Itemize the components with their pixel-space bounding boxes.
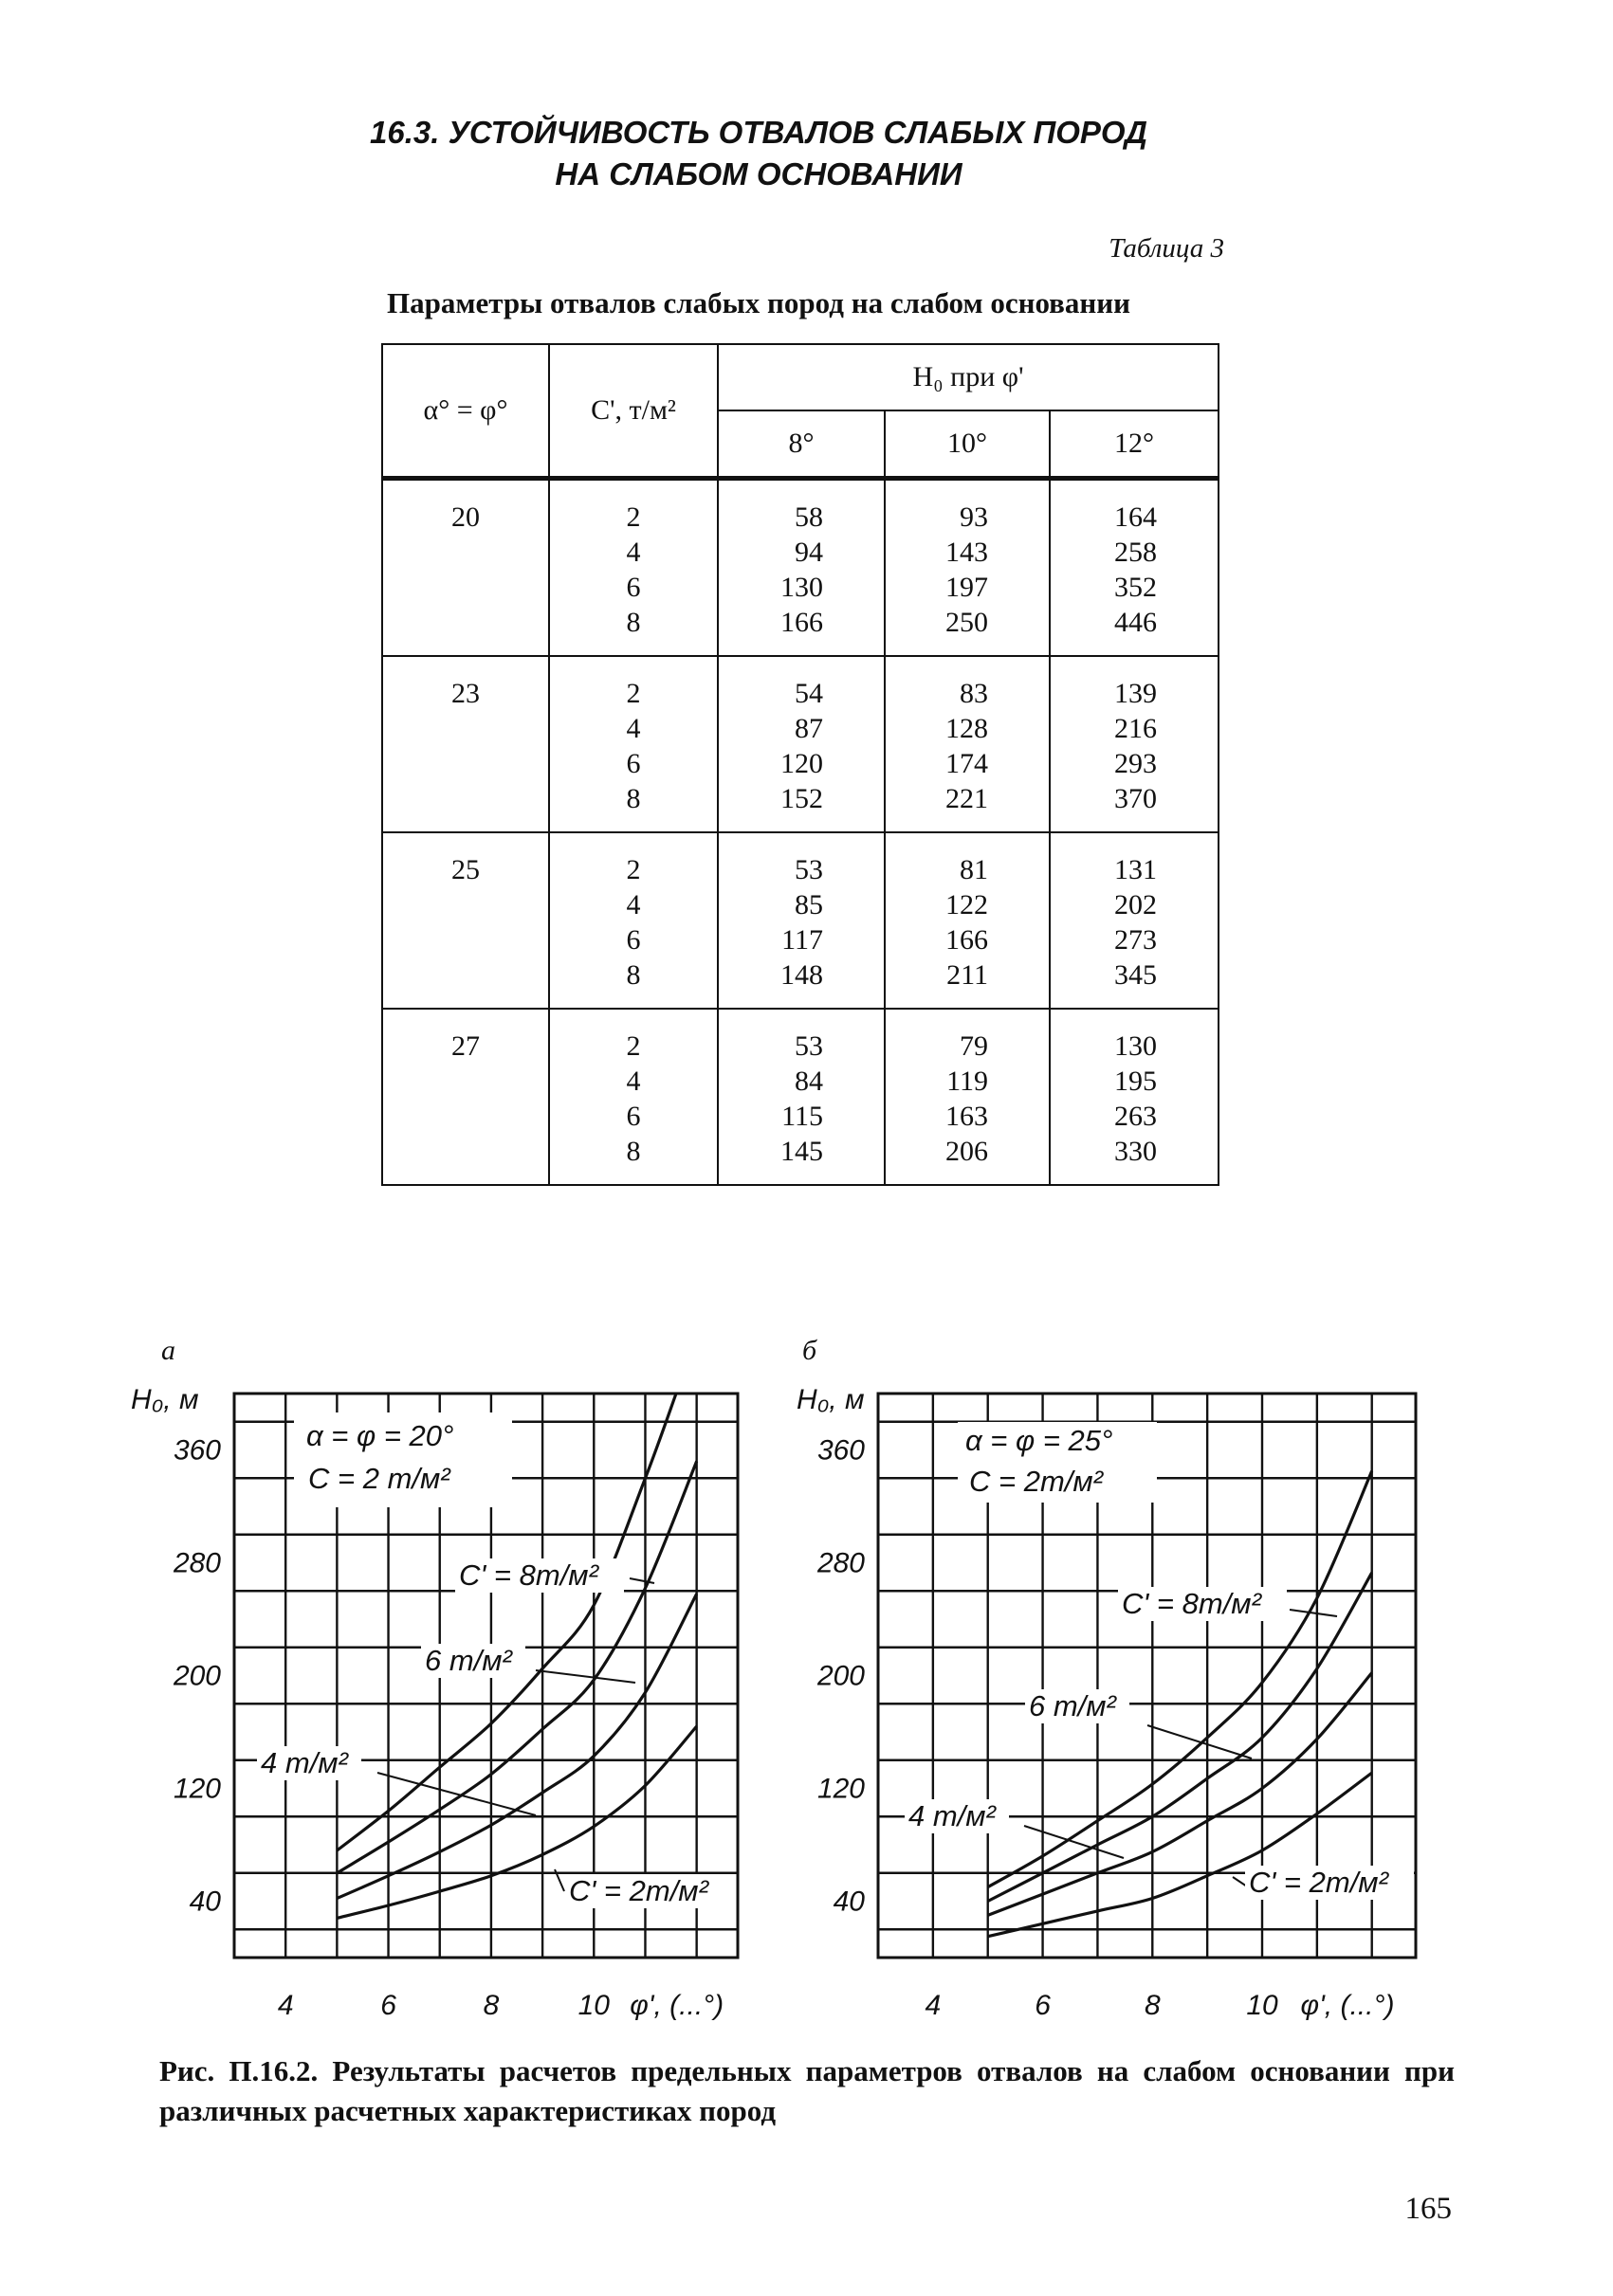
y-tick-label: 360	[173, 1434, 221, 1467]
annotation-label: C = 2т/м²	[969, 1465, 1103, 1498]
y-tick-label: 280	[173, 1547, 221, 1579]
annotation-label: 4 т/м²	[261, 1746, 348, 1779]
table-caption: Параметры отвалов слабых пород на слабом основании	[386, 286, 1131, 319]
y-axis-label: H₀, м	[131, 1384, 199, 1415]
annotation-label: α = φ = 20°	[306, 1419, 454, 1452]
c-cell: 2 4 6 8	[549, 479, 718, 657]
x-tick-label: 4	[925, 1990, 942, 2021]
x-tick-label: 8	[1144, 1990, 1161, 2021]
x-tick-label: 10	[1246, 1990, 1278, 2021]
section-title-line-2: НА СЛАБОМ ОСНОВАНИИ	[555, 156, 962, 191]
h10-cell: 79 119 163 206	[885, 1009, 1050, 1185]
annotation-label: 6 т/м²	[1029, 1689, 1116, 1722]
annotation-label: 6 т/м²	[425, 1644, 512, 1677]
y-tick-label: 360	[816, 1434, 865, 1467]
header-phi-8: 8°	[718, 410, 885, 479]
alpha-cell: 23	[382, 656, 549, 832]
h12-cell: 131 202 273 345	[1050, 832, 1219, 1009]
table-number: Таблица 3	[1109, 233, 1224, 264]
section-title-line-1: 16.3. УСТОЙЧИВОСТЬ ОТВАЛОВ СЛАБЫХ ПОРОД	[370, 115, 1147, 150]
panel-letter-b: б	[802, 1335, 817, 1366]
panel-letter-a: а	[161, 1335, 175, 1366]
y-tick-label: 120	[173, 1773, 221, 1805]
h10-cell: 83 128 174 221	[885, 656, 1050, 832]
c-cell: 2 4 6 8	[549, 1009, 718, 1185]
h12-cell: 139 216 293 370	[1050, 656, 1219, 832]
x-tick-label: 6	[380, 1990, 396, 2021]
annotation-label: C' = 8т/м²	[1122, 1587, 1261, 1620]
annotation-label: 4 т/м²	[908, 1799, 996, 1832]
annotation-label: C' = 2т/м²	[1249, 1866, 1388, 1899]
h10-cell: 81 122 166 211	[885, 832, 1050, 1009]
header-h0: H₀ при φ'	[718, 344, 1219, 410]
y-axis-label: H₀, м	[797, 1384, 865, 1415]
h10-cell: 93 143 197 250	[885, 479, 1050, 657]
annotation-leader	[1233, 1877, 1247, 1886]
x-tick-label: 4	[277, 1990, 294, 2021]
annotation-label: C' = 2т/м²	[569, 1874, 708, 1907]
figure-caption: Рис. П.16.2. Результаты расчетов предельных параметров отвалов на слабом основании при различных расчетных характеристиках пород	[159, 2054, 1455, 2127]
h12-cell: 164 258 352 446	[1050, 479, 1219, 657]
h8-cell: 53 84 115 145	[718, 1009, 885, 1185]
h12-cell: 130 195 263 330	[1050, 1009, 1219, 1185]
y-tick-label: 40	[833, 1886, 865, 1918]
page-number: 165	[1404, 2192, 1452, 2226]
x-axis-label: φ', (...°)	[1300, 1990, 1395, 2021]
y-tick-label: 200	[816, 1660, 865, 1692]
x-tick-label: 8	[483, 1990, 500, 2021]
annotation-leader	[1024, 1826, 1124, 1858]
annotation-leader	[1147, 1725, 1252, 1758]
y-tick-label: 120	[816, 1773, 865, 1805]
annotation-label: α = φ = 25°	[965, 1424, 1113, 1457]
y-tick-label: 200	[173, 1660, 221, 1692]
h8-cell: 58 94 130 166	[718, 479, 885, 657]
h8-cell: 54 87 120 152	[718, 656, 885, 832]
annotation-label: C' = 8т/м²	[459, 1558, 598, 1592]
header-alpha: α° = φ°	[382, 344, 549, 479]
series-line-3	[988, 1573, 1372, 1902]
x-tick-label: 10	[577, 1990, 610, 2021]
y-tick-label: 40	[189, 1886, 221, 1918]
annotation-leader	[1290, 1610, 1337, 1616]
c-cell: 2 4 6 8	[549, 832, 718, 1009]
annotation-label: C = 2 т/м²	[308, 1462, 450, 1495]
header-phi-10: 10°	[885, 410, 1050, 479]
alpha-cell: 27	[382, 1009, 549, 1185]
c-cell: 2 4 6 8	[549, 656, 718, 832]
alpha-cell: 20	[382, 479, 549, 657]
x-tick-label: 6	[1035, 1990, 1051, 2021]
h8-cell: 53 85 117 148	[718, 832, 885, 1009]
alpha-cell: 25	[382, 832, 549, 1009]
header-phi-12: 12°	[1050, 410, 1219, 479]
x-axis-label: φ', (...°)	[630, 1990, 724, 2021]
header-c: С', т/м²	[549, 344, 718, 479]
y-tick-label: 280	[816, 1547, 865, 1579]
